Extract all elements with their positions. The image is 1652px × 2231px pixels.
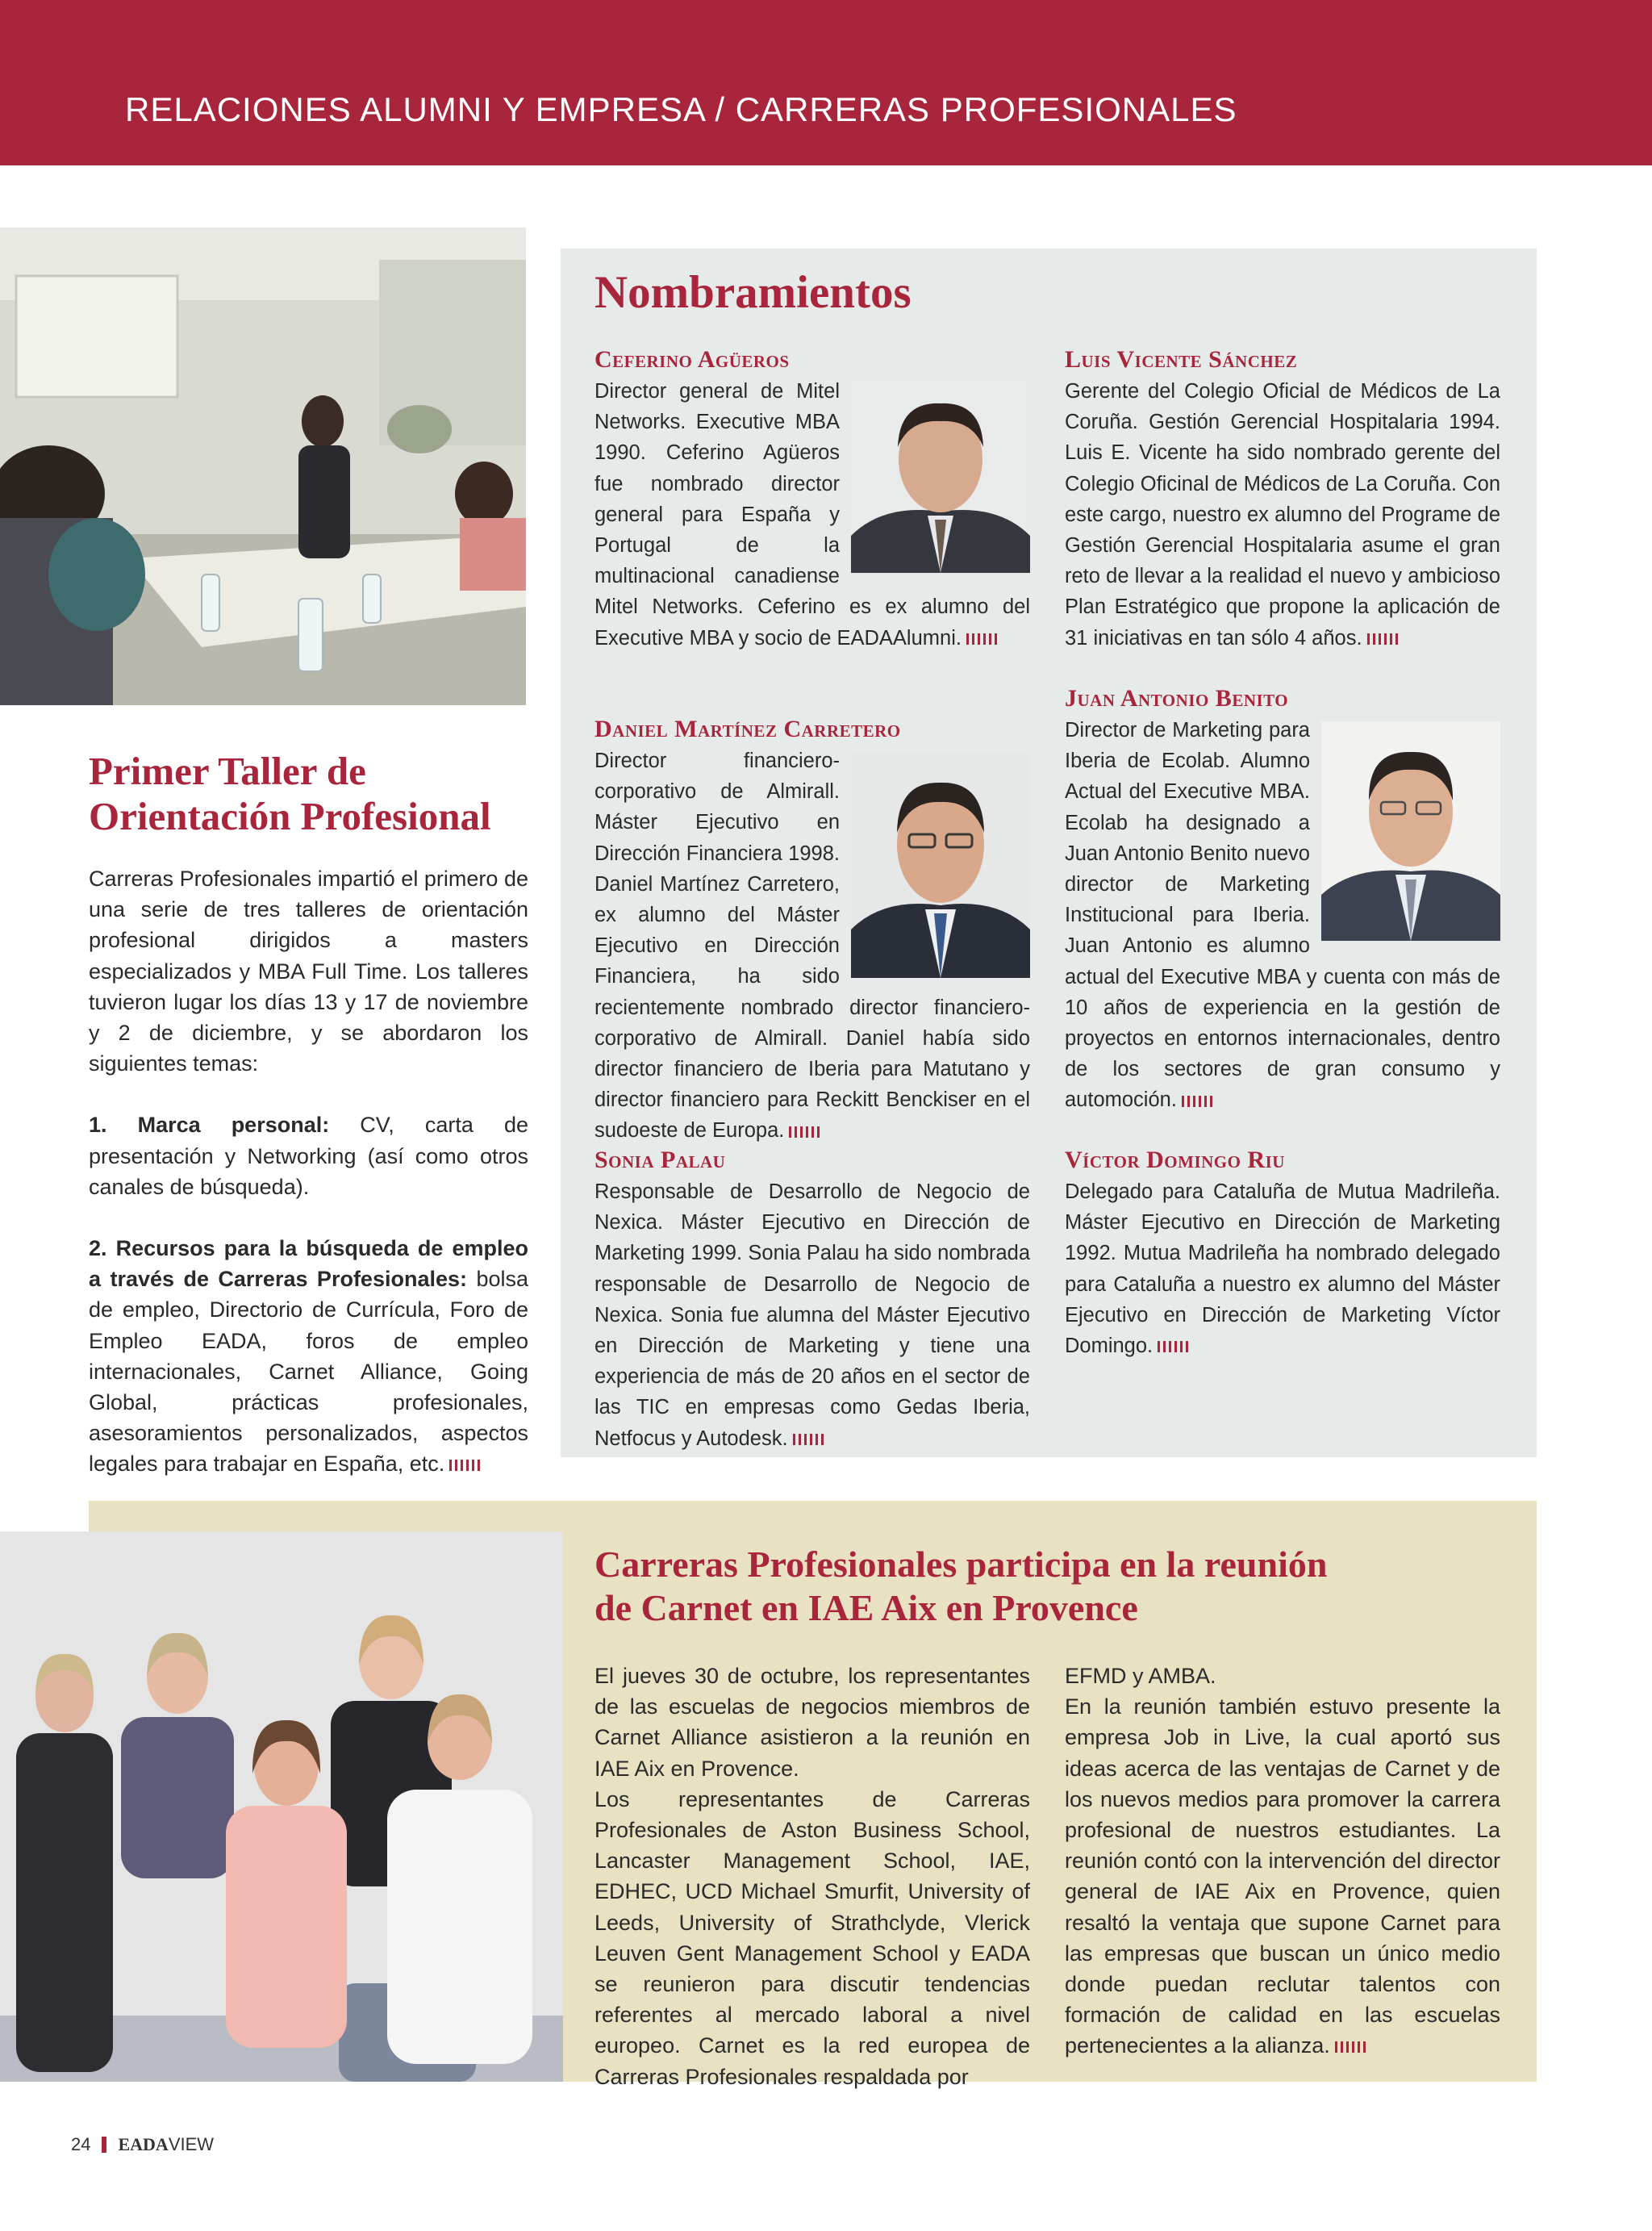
entry-name: Víctor Domingo Riu — [1065, 1147, 1285, 1173]
appointment-entry — [1065, 344, 1500, 654]
portrait-daniel — [851, 752, 1030, 978]
entry-text: Gerente del Colegio Oficial de Médicos de La Coruña. Gestión Gerencial Hospitalaria 1994. Luis E. Vicente ha sido nombrado gerente del Colegio Oficinal de Médicos de La Coruña. Con este cargo, nuestro ex alumno del Programe de Gestión Gerencial Hospitalaria asume el gran reto de llevar a la realidad el nuevo y ambicioso Plan Estratégico que propone la aplicación de 31 iniciativas en tan sólo 4 años. — [1065, 380, 1500, 650]
entry-text: Director de Marketing para Iberia de Ecolab. Alumno Actual del Executive MBA. Ecolab ha designado a Juan Antonio Benito nuevo director de Marketing Institucional para Iberia. Juan Antonio es alumno actual del Executive MBA y cuenta con más de 10 años de experiencia en la gestión de proyectos en entornos internacionales, dentro de los sectores de gran consumo y automoción. — [1065, 719, 1500, 1112]
end-mark-icon — [1335, 2041, 1366, 2053]
workshop-body — [89, 863, 528, 1510]
end-mark-icon — [1158, 1341, 1188, 1352]
carnet-paragraph: El jueves 30 de octubre, los representantes de las escuelas de negocios miembros de Carnet Alliance asistieron a la reunión en IAE Aix en Provence. — [594, 1664, 1030, 1781]
entry-text: Delegado para Cataluña de Mutua Madrileña. Máster Ejecutivo en Dirección de Marketing 1992. Mutua Madrileña ha nombrado delegado para Cataluña a nuestro ex alumno del Máster Ejecutivo en Dirección de Marketing Víctor Domingo. — [1065, 1180, 1500, 1358]
section-header-title: RELACIONES ALUMNI Y EMPRESA / CARRERAS PROFESIONALES — [125, 90, 1237, 128]
carnet-title-line1: Carreras Profesionales participa en la reunión — [594, 1544, 1328, 1585]
workshop-item-1-text: CV, carta de presentación y Networking (así como otros canales de búsqueda). — [89, 1113, 528, 1199]
workshop-item-2-text: bolsa de empleo, Directorio de Currícula, Foro de Empleo EADA, foros de empleo internacionales, Carnet Alliance, Going Global, prácticas profesionales, asesoramientos personalizados, aspectos legales para trabajar en España, etc. — [89, 1267, 528, 1477]
workshop-item-1-label: 1. Marca personal: — [89, 1113, 330, 1138]
workshop-item-1 — [89, 1109, 528, 1202]
portrait-juan-antonio — [1321, 721, 1500, 941]
end-mark-icon — [1367, 633, 1398, 645]
end-mark-icon — [449, 1460, 480, 1471]
appointment-entry — [1065, 1144, 1500, 1361]
carnet-title-line2: de Carnet en IAE Aix en Provence — [594, 1587, 1138, 1628]
portrait-ceferino — [851, 382, 1030, 573]
workshop-intro: Carreras Profesionales impartió el primero de una serie de tres talleres de orientación profesional dirigidos a masters especializados y MBA Full Time. Los talleres tuvieron lugar los días 13 y 17 de noviembre y 2 de diciembre, y se abordaron los siguientes temas: — [89, 867, 528, 1076]
carnet-column-1 — [594, 1661, 1030, 2092]
classroom-photo — [0, 228, 526, 705]
end-mark-icon — [1182, 1096, 1212, 1107]
carnet-paragraph: EFMD y AMBA. — [1065, 1664, 1216, 1688]
page-footer — [71, 2134, 214, 2155]
appointment-entry — [594, 344, 1030, 654]
entry-name: Luis Vicente Sánchez — [1065, 346, 1298, 373]
entry-name: Ceferino Agüeros — [594, 346, 790, 373]
end-mark-icon — [789, 1126, 820, 1138]
appointment-entry — [594, 713, 1030, 1147]
workshop-item-2-label: 2. Recursos para la búsqueda de empleo a través de Carreras Profesionales: — [89, 1236, 528, 1292]
entry-name: Sonia Palau — [594, 1147, 726, 1173]
footer-separator — [102, 2137, 106, 2153]
nombramientos-title: Nombramientos — [594, 267, 912, 318]
carnet-paragraph: Los representantes de Carreras Profesionales de Aston Business School, Lancaster Management School, IAE, EDHEC, UCD Michael Smurfit, University of Leeds, University of Strathclyde, Vlerick Leuven Gent Management School y EADA se reunieron para discutir tendencias referentes al mercado laboral a nivel europeo. Carnet es la red europea de Carreras Profesionales respaldada por — [594, 1786, 1030, 2089]
page-number: 24 — [71, 2134, 91, 2154]
carnet-paragraph: En la reunión también estuvo presente la empresa Job in Live, la cual aportó sus ideas acerca de las ventajas de Carnet y de los nuevos medios para promover la carrera profesional de nuestros estudiantes. La reunión contó con la intervención del director general de IAE Aix en Provence, quien resaltó la ventaja que supone Carnet para las empresas que buscan un único medio donde puedan reclutar talentos con formación de calidad en las escuelas pertenecientes a la alianza. — [1065, 1694, 1500, 2058]
entry-text: Director financiero-corporativo de Almirall. Máster Ejecutivo en Dirección Financiera 1998. Daniel Martínez Carretero, ex alumno del Máster Ejecutivo en Dirección Financiera, ha sido recientemente nombrado director financiero-corporativo de Almirall. Daniel había sido director financiero de Iberia para Matutano y director financiero para Reckitt Benckiser en el sudoeste de Europa. — [594, 750, 1030, 1143]
brand-name-bold: EADA — [118, 2134, 169, 2154]
carnet-column-2 — [1065, 1661, 1500, 2062]
entry-text: Responsable de Desarrollo de Negocio de Nexica. Máster Ejecutivo en Dirección de Marketing 1999. Sonia Palau ha sido nombrada responsable de Desarrollo de Negocio de Nexica. Sonia fue alumna del Máster Ejecutivo en Dirección de Marketing y tiene una experiencia de más de 20 años en el sector de las TIC en empresas como Gedas Iberia, Netfocus y Autodesk. — [594, 1180, 1030, 1450]
entry-name: Daniel Martínez Carretero — [594, 716, 901, 742]
end-mark-icon — [966, 633, 997, 645]
end-mark-icon — [793, 1434, 824, 1445]
workshop-title — [89, 749, 540, 839]
entry-name: Juan Antonio Benito — [1065, 685, 1289, 712]
workshop-item-2 — [89, 1233, 528, 1480]
group-photo — [0, 1531, 563, 2082]
appointment-entry — [594, 1144, 1030, 1454]
brand-name-rest: VIEW — [168, 2134, 215, 2154]
entry-text: Director general de Mitel Networks. Executive MBA 1990. Ceferino Agüeros fue nombrado director general para España y Portugal de la multinacional canadiense Mitel Networks. Ceferino es ex alumno del Executive MBA y socio de EADAAlumni. — [594, 380, 1030, 650]
carnet-title — [594, 1543, 1522, 1630]
appointment-entry — [1065, 683, 1500, 1116]
workshop-title-line2: Orientación Profesional — [89, 794, 491, 838]
header-band — [0, 0, 1652, 165]
workshop-title-line1: Primer Taller de — [89, 749, 366, 793]
